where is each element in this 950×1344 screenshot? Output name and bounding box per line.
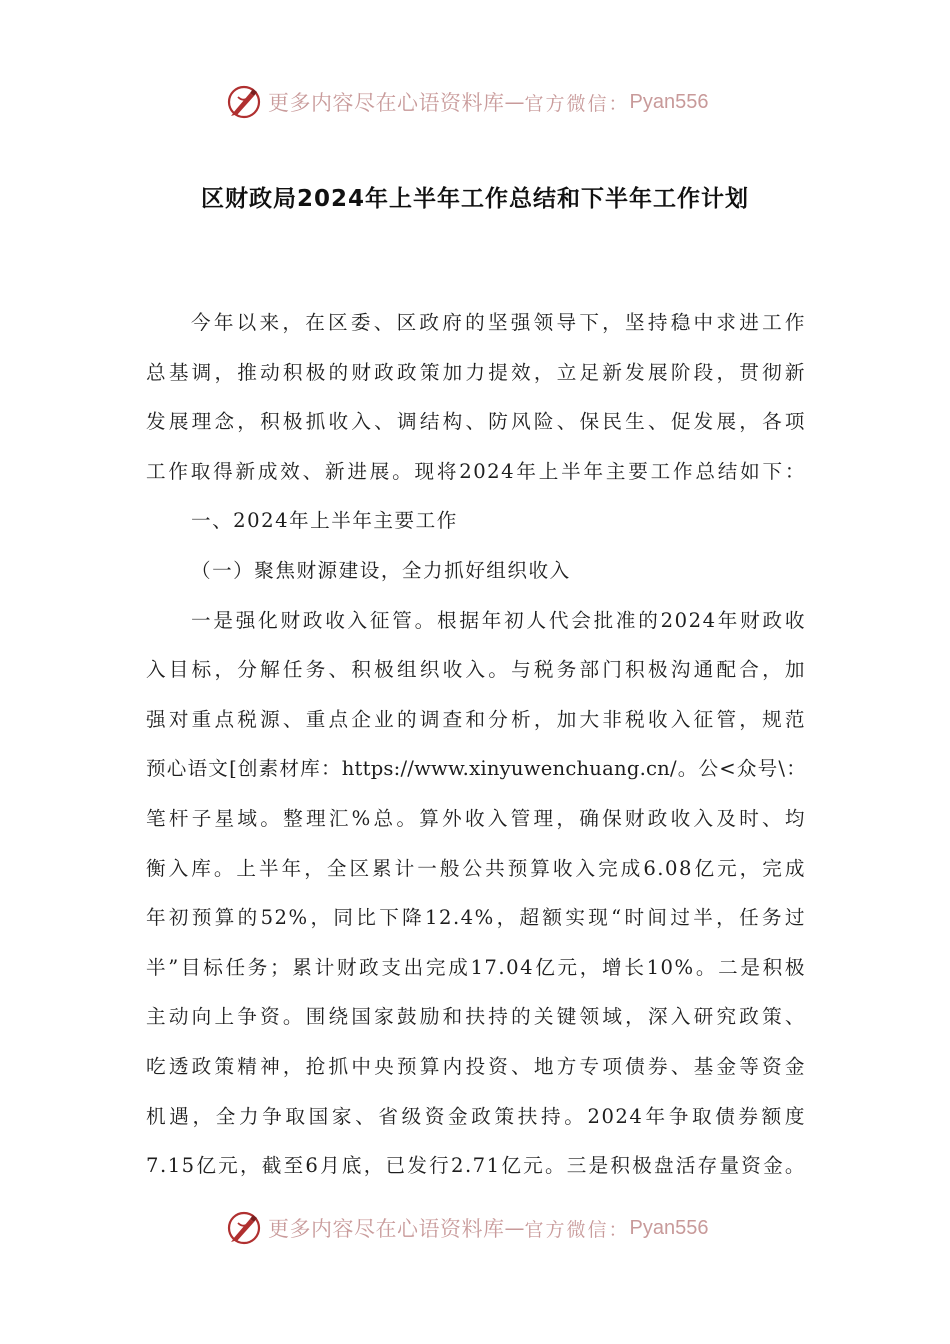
watermark-main-text: 更多内容尽在心语资料库 bbox=[268, 91, 505, 115]
document-body bbox=[146, 298, 806, 1191]
paragraph-line: 机遇，全力争取国家、省级资金政策扶持。2024年争取债券额度 bbox=[146, 1104, 806, 1128]
watermark-wechat-id: Pyan556 bbox=[629, 90, 709, 113]
watermark-sub-text: 官方微信： bbox=[524, 1218, 630, 1241]
section-heading: 一、2024年上半年主要工作 bbox=[191, 509, 458, 533]
watermark-dash: — bbox=[504, 90, 525, 114]
paragraph-line: 预心语文[创素材库：https://www.xinyuwenchuang.cn/。公<众号\： bbox=[146, 757, 806, 781]
paragraph-line: 吃透政策精神，抢抓中央预算内投资、地方专项债券、基金等资金 bbox=[146, 1054, 806, 1078]
subsection-heading: （一）聚焦财源建设，全力抓好组织收入 bbox=[191, 558, 571, 582]
page-title: 区财政局2024年上半年工作总结和下半年工作计划 bbox=[200, 186, 749, 212]
paragraph-line: 半”目标任务；累计财政支出完成17.04亿元，增长10%。二是积极 bbox=[146, 955, 806, 979]
paragraph-line: 强对重点税源、重点企业的调查和分析，加大非税收入征管，规范 bbox=[146, 707, 806, 731]
paragraph-line: 主动向上争资。围绕国家鼓励和扶持的关键领域，深入研究政策、 bbox=[146, 1005, 806, 1029]
watermark-main-text: 更多内容尽在心语资料库 bbox=[268, 1217, 505, 1241]
paragraph-line: 笔杆子星域。整理汇%总。算外收入管理，确保财政收入及时、均 bbox=[146, 806, 806, 830]
watermark-banner-top bbox=[226, 82, 708, 122]
paragraph-line: 衡入库。上半年，全区累计一般公共预算收入完成6.08亿元，完成 bbox=[146, 856, 806, 880]
paragraph-line: 入目标，分解任务、积极组织收入。与税务部门积极沟通配合，加 bbox=[146, 658, 806, 682]
paragraph-line: 7.15亿元，截至6月底，已发行2.71亿元。三是积极盘活存量资金。 bbox=[146, 1154, 806, 1178]
paragraph-line: 年初预算的52%，同比下降12.4%，超额实现“时间过半，任务过 bbox=[146, 906, 806, 930]
watermark-dash: — bbox=[504, 1216, 525, 1240]
paragraph-line: 发展理念，积极抓收入、调结构、防风险、保民生、促发展，各项 bbox=[146, 410, 806, 434]
paragraph-line: 总基调，推动积极的财政政策加力提效，立足新发展阶段，贯彻新 bbox=[146, 360, 806, 384]
watermark-wechat-id: Pyan556 bbox=[629, 1216, 709, 1239]
paragraph-line: 一是强化财政收入征管。根据年初人代会批准的2024年财政收 bbox=[191, 608, 806, 632]
watermark-banner-bottom bbox=[226, 1208, 708, 1248]
paragraph-line: 工作取得新成效、新进展。现将2024年上半年主要工作总结如下： bbox=[146, 459, 806, 483]
paragraph-line: 今年以来，在区委、区政府的坚强领导下，坚持稳中求进工作 bbox=[191, 311, 806, 334]
pen-logo-icon bbox=[226, 1210, 262, 1246]
watermark-sub-text: 官方微信： bbox=[524, 92, 630, 115]
pen-logo-icon bbox=[226, 84, 262, 120]
